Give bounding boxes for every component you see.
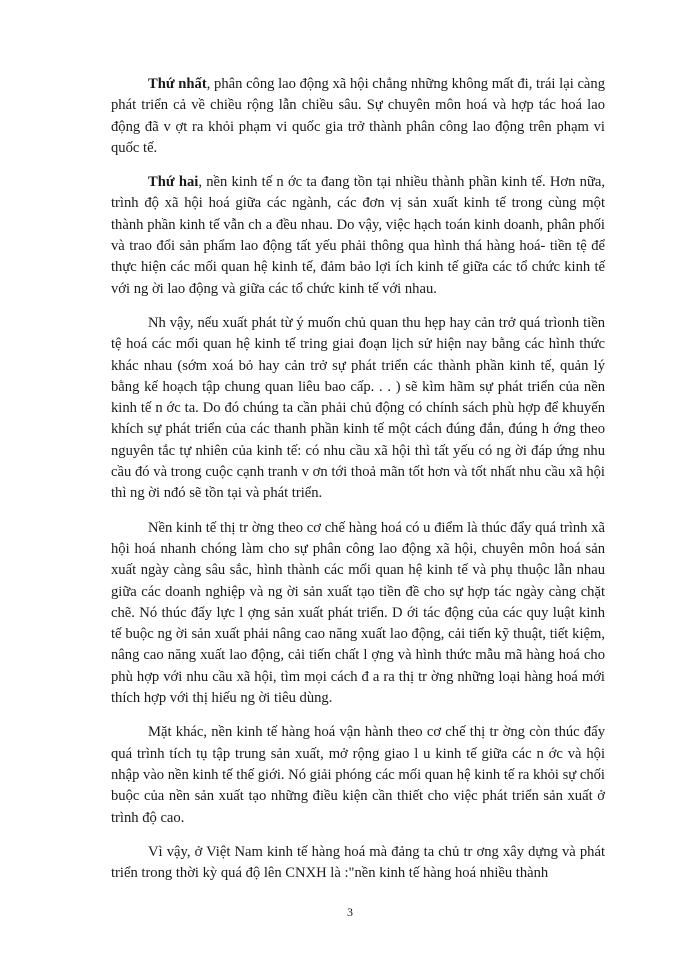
paragraph-5 (111, 722, 605, 828)
paragraph-text: , phân công lao động xã hội chẳng những không mất đi, trái lại càng phát triển cả về chiều rộng lẫn chiều sâu. Sự chuyên môn hoá và hợp tác hoá lao động đã v ợt ra khỏi phạm vi quốc gia trở thành phân công lao động trên phạm vi quốc tế. (111, 76, 605, 156)
paragraph-2 (111, 172, 605, 300)
paragraph-text: Mặt khác, nền kinh tế hàng hoá vận hành theo cơ chế thị tr ờng còn thúc đẩy quá trình tích tụ tập trung sản xuất, mở rộng giao l u kinh tế giữa các n ớc và hội nhập vào nền kinh tế thế giới. Nó giải phóng các mối quan hệ kinh tế ra khỏi sự chối buộc của nền sản xuất tạo những điều kiện cần thiết cho việc phát triển sản xuất ở trình độ cao. (111, 724, 605, 826)
paragraph-3 (111, 313, 605, 505)
paragraph-text: Nền kinh tế thị tr ờng theo cơ chế hàng hoá có u điểm là thúc đẩy quá trình xã hội hoá nhanh chóng làm cho sự phân công lao động xã hội, chuyên môn hoá sản xuất ngày càng sâu sắc, hình thành các mối quan hệ kinh tế và phụ thuộc lẫn nhau giữa các doanh nghiệp và ng ời sản xuất tạo tiền đề cho sự hợp tác ngày càng chặt chẽ. Nó thúc đẩy lực l ợng sản xuất phát triển. D ới tác động của các quy luật kinh tế buộc ng ời sản xuất phải nâng cao năng xuất lao động, cải tiến kỹ thuật, tiết kiệm, nâng cao năng xuất lao động, cải tiến chất l ợng và hình thức mẫu mã hàng hoá cho phù hợp với nhu cầu xã hội, tìm mọi cách đ a ra thị tr ờng những loại hàng hoá mới thích hợp với thị hiếu ng ời tiêu dùng. (111, 519, 605, 707)
page-number: 3 (347, 905, 353, 919)
paragraph-text: Vì vậy, ở Việt Nam kinh tế hàng hoá mà đảng ta chủ tr ơng xây dựng và phát triển trong thời kỳ quá độ lên CNXH là :"nền kinh tế hàng hoá nhiều thành (111, 843, 605, 882)
paragraph-4 (111, 518, 605, 710)
paragraph-6 (111, 842, 605, 885)
paragraph-lead: Thứ hai (148, 174, 199, 191)
paragraph-1 (111, 74, 605, 159)
body-text (111, 74, 605, 897)
paragraph-text: , nền kinh tế n ớc ta đang tồn tại nhiều thành phần kinh tế. Hơn nữa, trình độ xã hội hoá giữa các ngành, các đơn vị sản xuất kinh tế trong cùng một thành phần kinh tế vẫn ch a đều nhau. Do vậy, việc hạch toán kinh doanh, phân phối và trao đổi sản phẩm lao động tất yếu phải thông qua hình thá hàng hoá- tiền tệ để thực hiện các mối quan hệ kinh tế, đảm bảo lợi ích kinh tế giữa các tổ chức kinh tế với ng ời lao động và giữa các tổ chức kinh tế với nhau. (111, 174, 605, 297)
paragraph-lead: Thứ nhất (148, 76, 207, 92)
paragraph-text: Nh vậy, nếu xuất phát từ ý muốn chủ quan thu hẹp hay cản trở quá trìonh tiền tệ hoá các mối quan hệ kinh tế tring giai đoạn lịch sử hiện nay bằng các hình thức khác nhau (sớm xoá bỏ hay cản trở sự phát triển các thành phần kinh tế, quản lý bằng kế hoạch tập chung quan liêu bao cấp. . . ) sẽ kìm hãm sự phát triển của nền kinh tế n ớc ta. Do đó chúng ta cần phải chủ động có chính sách phù hợp để khuyến khích sự phát triển của các thanh phần kinh tế một cách đúng đắn, đúng h ớng theo nguyên tắc tự nhiên của kinh tế: có nhu cầu xã hội thì tất yếu có ng ời đáp ứng nhu cầu đó và trong cuộc cạnh tranh v ơn tới thoả mãn tốt hơn và tốt nhất nhu cầu xã hội thì ng ời nđó sẽ tồn tại và phát triển. (111, 314, 605, 502)
